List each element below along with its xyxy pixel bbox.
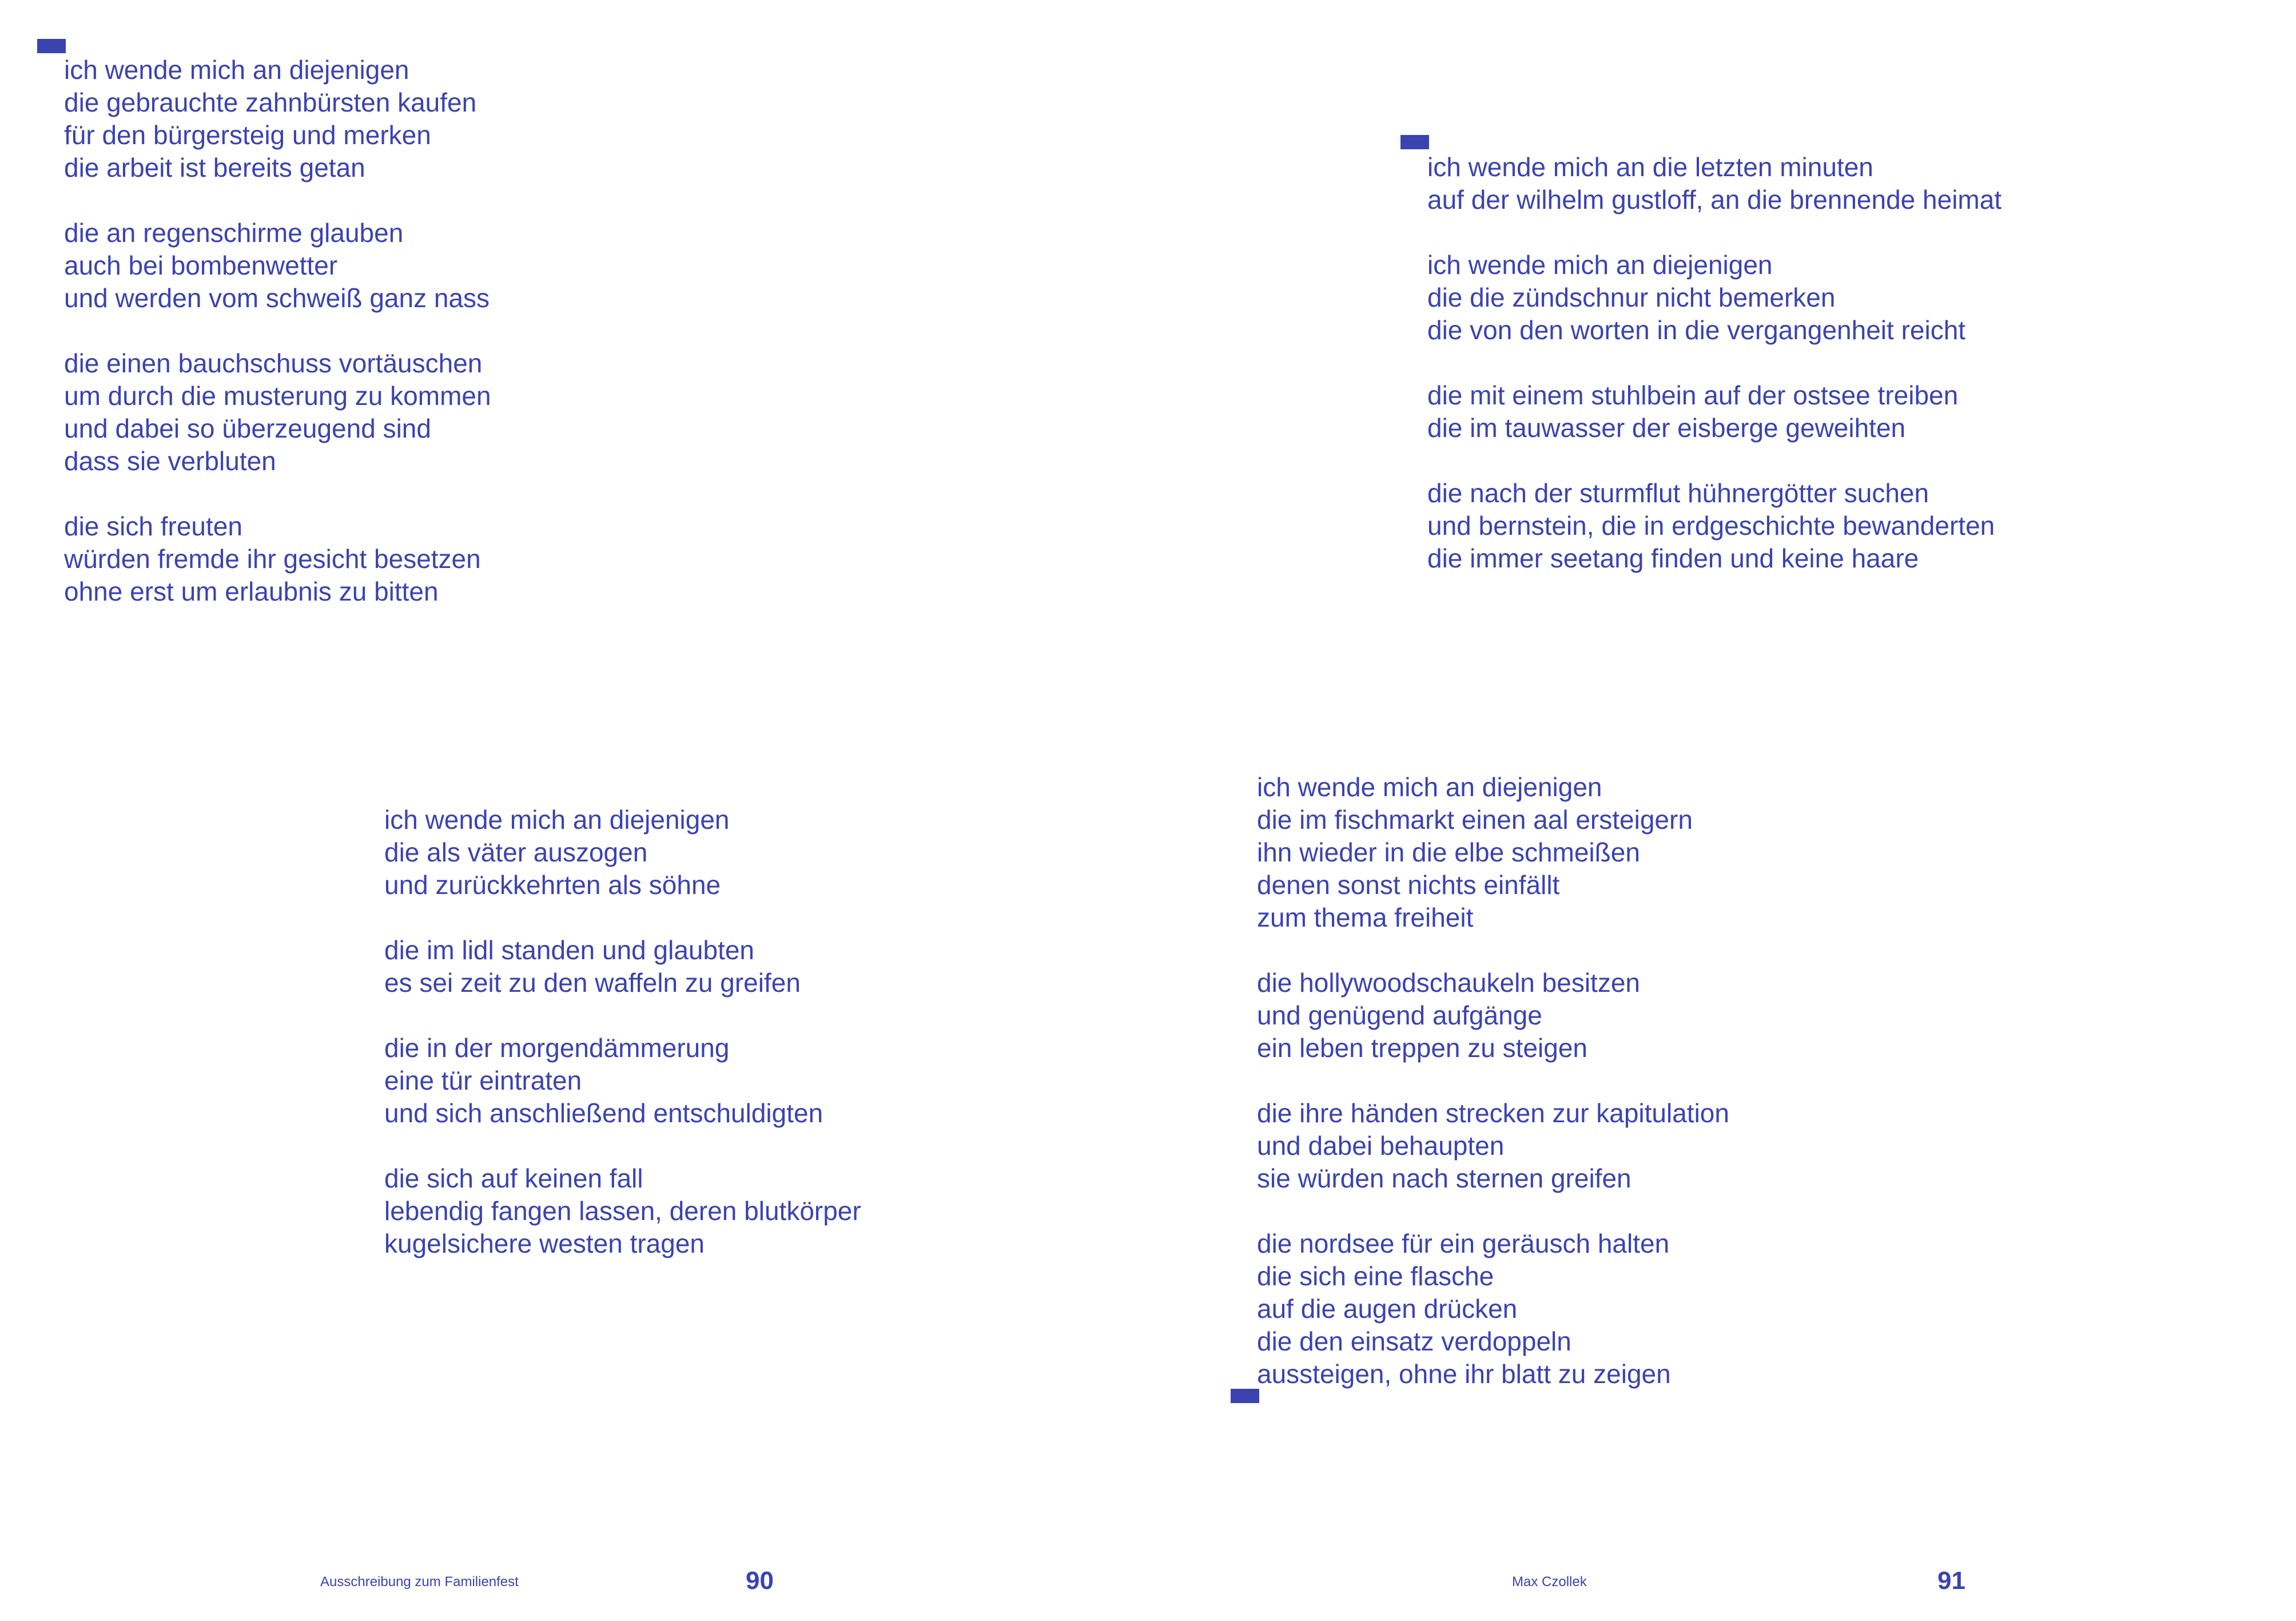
poem-line: die einen bauchschuss vortäuschen <box>64 348 483 378</box>
poem-line: und dabei behaupten <box>1257 1131 1505 1161</box>
poem-line: die sich eine flasche <box>1257 1261 1494 1291</box>
poem-line: die sich auf keinen fall <box>384 1163 643 1193</box>
stanza <box>1427 249 2001 347</box>
poem-line: ich wende mich an diejenigen <box>1427 250 1773 280</box>
poem-line: und werden vom schweiß ganz nass <box>64 283 490 313</box>
poem-left-bottom <box>384 804 861 1260</box>
poem-line: würden fremde ihr gesicht besetzen <box>64 544 481 574</box>
poem-line: zum thema freiheit <box>1257 903 1474 932</box>
page-number-right: 91 <box>1937 1567 1965 1595</box>
section-marker-right-bottom <box>1231 1389 1259 1403</box>
poem-line: und dabei so überzeugend sind <box>64 414 431 443</box>
stanza <box>64 347 491 478</box>
poem-left-top <box>64 54 491 608</box>
poem-line: für den bürgersteig und merken <box>64 120 431 150</box>
poem-line: kugelsichere westen tragen <box>384 1229 705 1258</box>
stanza <box>1257 1227 1729 1390</box>
stanza <box>64 217 491 315</box>
poem-right-top <box>1427 151 2001 575</box>
poem-line: die im tauwasser der eisberge geweihten <box>1427 413 1906 443</box>
poem-line: ohne erst um erlaubnis zu bitten <box>64 577 439 606</box>
poem-line: die nordsee für ein geräusch halten <box>1257 1229 1670 1258</box>
poem-line: die immer seetang finden und keine haare <box>1427 543 1919 573</box>
poem-line: ich wende mich an diejenigen <box>1257 772 1602 802</box>
poem-line: die nach der sturmflut hühnergötter suchen <box>1427 478 1929 508</box>
stanza <box>384 804 861 901</box>
stanza <box>1257 771 1729 934</box>
poem-line: und bernstein, die in erdgeschichte bewanderten <box>1427 511 1995 541</box>
poem-line: und genügend aufgänge <box>1257 1000 1542 1030</box>
poem-line: die gebrauchte zahnbürsten kaufen <box>64 88 477 117</box>
poem-line: die als väter auszogen <box>384 837 648 867</box>
poem-line: die in der morgendämmerung <box>384 1033 730 1063</box>
stanza <box>64 54 491 184</box>
running-title: Ausschreibung zum Familienfest <box>320 1574 519 1590</box>
stanza <box>1257 1097 1729 1195</box>
poem-line: ich wende mich an die letzten minuten <box>1427 152 1873 182</box>
poem-line: die sich freuten <box>64 511 242 541</box>
poem-line: die arbeit ist bereits getan <box>64 153 365 182</box>
poem-line: ich wende mich an diejenigen <box>64 55 409 85</box>
author-name: Max Czollek <box>1512 1574 1587 1590</box>
poem-line: auf die augen drücken <box>1257 1294 1518 1324</box>
poem-line: die im lidl standen und glaubten <box>384 935 755 965</box>
poem-line: die die zündschnur nicht bemerken <box>1427 283 1836 312</box>
stanza <box>1427 379 2001 444</box>
poem-line: sie würden nach sternen greifen <box>1257 1163 1632 1193</box>
stanza <box>384 1032 861 1130</box>
poem-line: ihn wieder in die elbe schmeißen <box>1257 837 1640 867</box>
poem-line: auch bei bombenwetter <box>64 251 338 280</box>
poem-line: die den einsatz verdoppeln <box>1257 1326 1571 1356</box>
poem-right-bottom <box>1257 771 1729 1390</box>
section-marker-right-top <box>1400 135 1429 149</box>
poem-line: ein leben treppen zu steigen <box>1257 1033 1587 1063</box>
poem-line: eine tür eintraten <box>384 1066 582 1095</box>
stanza <box>384 1162 861 1260</box>
poem-line: die an regenschirme glauben <box>64 218 404 248</box>
poem-line: aussteigen, ohne ihr blatt zu zeigen <box>1257 1359 1671 1389</box>
poem-line: und sich anschließend entschuldigten <box>384 1098 823 1128</box>
poem-line: lebendig fangen lassen, deren blutkörper <box>384 1196 861 1226</box>
poem-line: es sei zeit zu den waffeln zu greifen <box>384 968 801 998</box>
section-marker-left-top <box>37 39 66 53</box>
poem-line: die von den worten in die vergangenheit reicht <box>1427 315 1966 345</box>
poem-line: die im fischmarkt einen aal ersteigern <box>1257 805 1693 835</box>
stanza <box>64 510 491 608</box>
stanza <box>1257 967 1729 1064</box>
stanza <box>384 934 861 999</box>
stanza <box>1427 477 2001 575</box>
poem-line: auf der wilhelm gustloff, an die brennende heimat <box>1427 185 2002 214</box>
poem-line: die ihre händen strecken zur kapitulation <box>1257 1098 1729 1128</box>
poem-line: und zurückkehrten als söhne <box>384 870 721 900</box>
page-number-left: 90 <box>746 1567 774 1595</box>
poem-line: denen sonst nichts einfällt <box>1257 870 1560 900</box>
stanza <box>1427 151 2001 216</box>
poem-line: die mit einem stuhlbein auf der ostsee treiben <box>1427 380 1959 410</box>
poem-line: um durch die musterung zu kommen <box>64 381 491 411</box>
poem-line: die hollywoodschaukeln besitzen <box>1257 968 1640 998</box>
poem-line: dass sie verbluten <box>64 446 276 476</box>
poem-line: ich wende mich an diejenigen <box>384 805 730 835</box>
